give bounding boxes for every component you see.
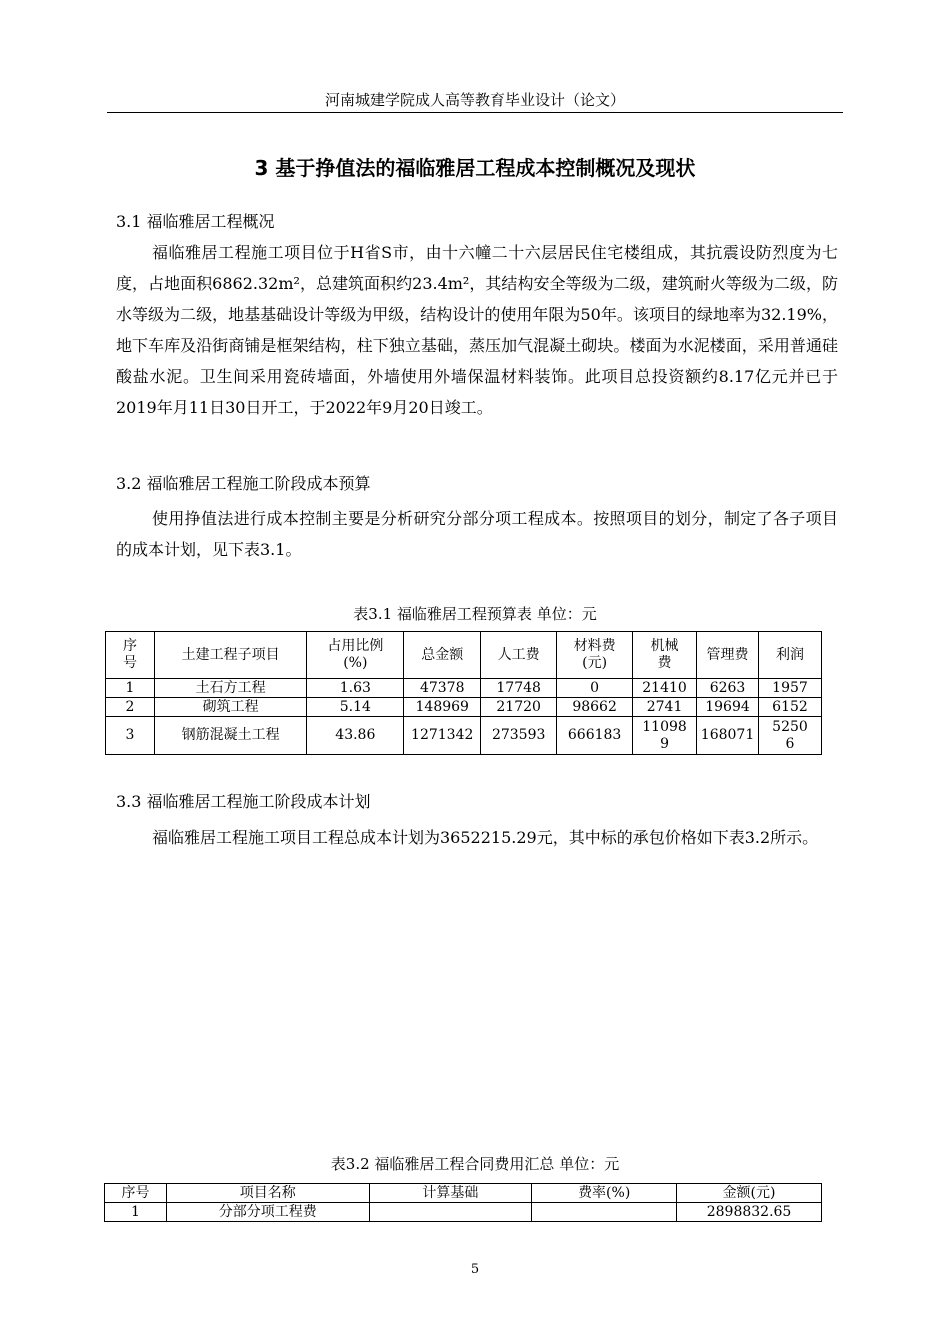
table-cell: 11098 9 [633, 717, 697, 755]
table-cell: 47378 [404, 679, 481, 698]
table-cell: 5250 6 [759, 717, 822, 755]
table-cell: 6152 [759, 698, 822, 717]
table-cell: 19694 [697, 698, 759, 717]
table-row [105, 1203, 822, 1222]
header-cell: 总金额 [404, 632, 481, 679]
page-number: 5 [470, 1262, 480, 1277]
header-cell: 金额(元) [677, 1184, 822, 1203]
table2-caption: 表3.2 福临雅居工程合同费用汇总 单位：元 [330, 1155, 620, 1173]
header-cell: 项目名称 [166, 1184, 369, 1203]
table-row [106, 717, 822, 755]
table-cell: 5.14 [307, 698, 404, 717]
table-cell: 分部分项工程费 [166, 1203, 369, 1222]
header-cell: 土建工程子项目 [154, 632, 307, 679]
section-heading-3-2: 3.2 福临雅居工程施工阶段成本预算 [116, 474, 371, 493]
table1-caption: 表3.1 福临雅居工程预算表 单位：元 [353, 605, 597, 623]
contract-cost-table [104, 1183, 822, 1222]
table-cell: 17748 [481, 679, 557, 698]
header-rule [107, 112, 843, 113]
table-cell: 1 [105, 1203, 167, 1222]
table-cell: 168071 [697, 717, 759, 755]
header-cell: 材料费 (元) [557, 632, 633, 679]
table-cell: 98662 [557, 698, 633, 717]
section-paragraph-3-1: 福临雅居工程施工项目位于H省S市，由十六幢二十六层居民住宅楼组成，其抗震设防烈度为七度，占地面积6862.32m²，总建筑面积约23.4m²，其结构安全等级为二级，建筑耐火等级为二级，防水等级为二级，地基基础设计等级为甲级，结构设计的使用年限为50年。该项目的绿地率为32.19%，地下车库及沿街商铺是框架结构，柱下独立基础，蒸压加气混凝土砌块。楼面为水泥楼面，采用普通硅酸盐水泥。卫生间采用瓷砖墙面，外墙使用外墙保温材料装饰。此项目总投资额约8.17亿元并已于2019年月11日30日开工，于2022年9月20日竣工。 [116, 243, 838, 417]
section-heading-3-3: 3.3 福临雅居工程施工阶段成本计划 [116, 792, 371, 811]
table-cell: 148969 [404, 698, 481, 717]
table-cell [369, 1203, 532, 1222]
table-row [106, 698, 822, 717]
section-paragraph-3-3: 福临雅居工程施工项目工程总成本计划为3652215.29元，其中标的承包价格如下表3.2所示。 [152, 828, 819, 847]
header-cell: 费率(%) [532, 1184, 677, 1203]
table-cell: 2 [106, 698, 155, 717]
table-row [106, 679, 822, 698]
header-cell: 序 号 [106, 632, 155, 679]
budget-table [105, 631, 822, 755]
page-header: 河南城建学院成人高等教育毕业设计（论文） [324, 91, 625, 109]
header-cell: 序号 [105, 1184, 167, 1203]
header-cell: 计算基础 [369, 1184, 532, 1203]
table-cell: 2741 [633, 698, 697, 717]
table-cell: 钢筋混凝土工程 [154, 717, 307, 755]
table-cell: 2898832.65 [677, 1203, 822, 1222]
table-cell: 666183 [557, 717, 633, 755]
table-cell: 21720 [481, 698, 557, 717]
header-cell: 占用比例 (%) [307, 632, 404, 679]
chapter-title: 3 基于挣值法的福临雅居工程成本控制概况及现状 [254, 156, 696, 180]
header-cell: 机械 费 [633, 632, 697, 679]
table-cell: 273593 [481, 717, 557, 755]
table-cell: 6263 [697, 679, 759, 698]
table-header-row [105, 1184, 822, 1203]
section-paragraph-3-2: 使用挣值法进行成本控制主要是分析研究分部分项工程成本。按照项目的划分，制定了各子项目的成本计划，见下表3.1。 [116, 509, 838, 559]
table-cell: 1957 [759, 679, 822, 698]
table-cell: 43.86 [307, 717, 404, 755]
section-heading-3-1: 3.1 福临雅居工程概况 [116, 212, 275, 231]
table-cell: 1.63 [307, 679, 404, 698]
header-cell: 管理费 [697, 632, 759, 679]
table-cell: 21410 [633, 679, 697, 698]
table-cell: 0 [557, 679, 633, 698]
table-cell [532, 1203, 677, 1222]
table-cell: 1 [106, 679, 155, 698]
header-cell: 利润 [759, 632, 822, 679]
table-cell: 1271342 [404, 717, 481, 755]
table-cell: 砌筑工程 [154, 698, 307, 717]
header-cell: 人工费 [481, 632, 557, 679]
table-cell: 土石方工程 [154, 679, 307, 698]
table-cell: 3 [106, 717, 155, 755]
table-header-row [106, 632, 822, 679]
